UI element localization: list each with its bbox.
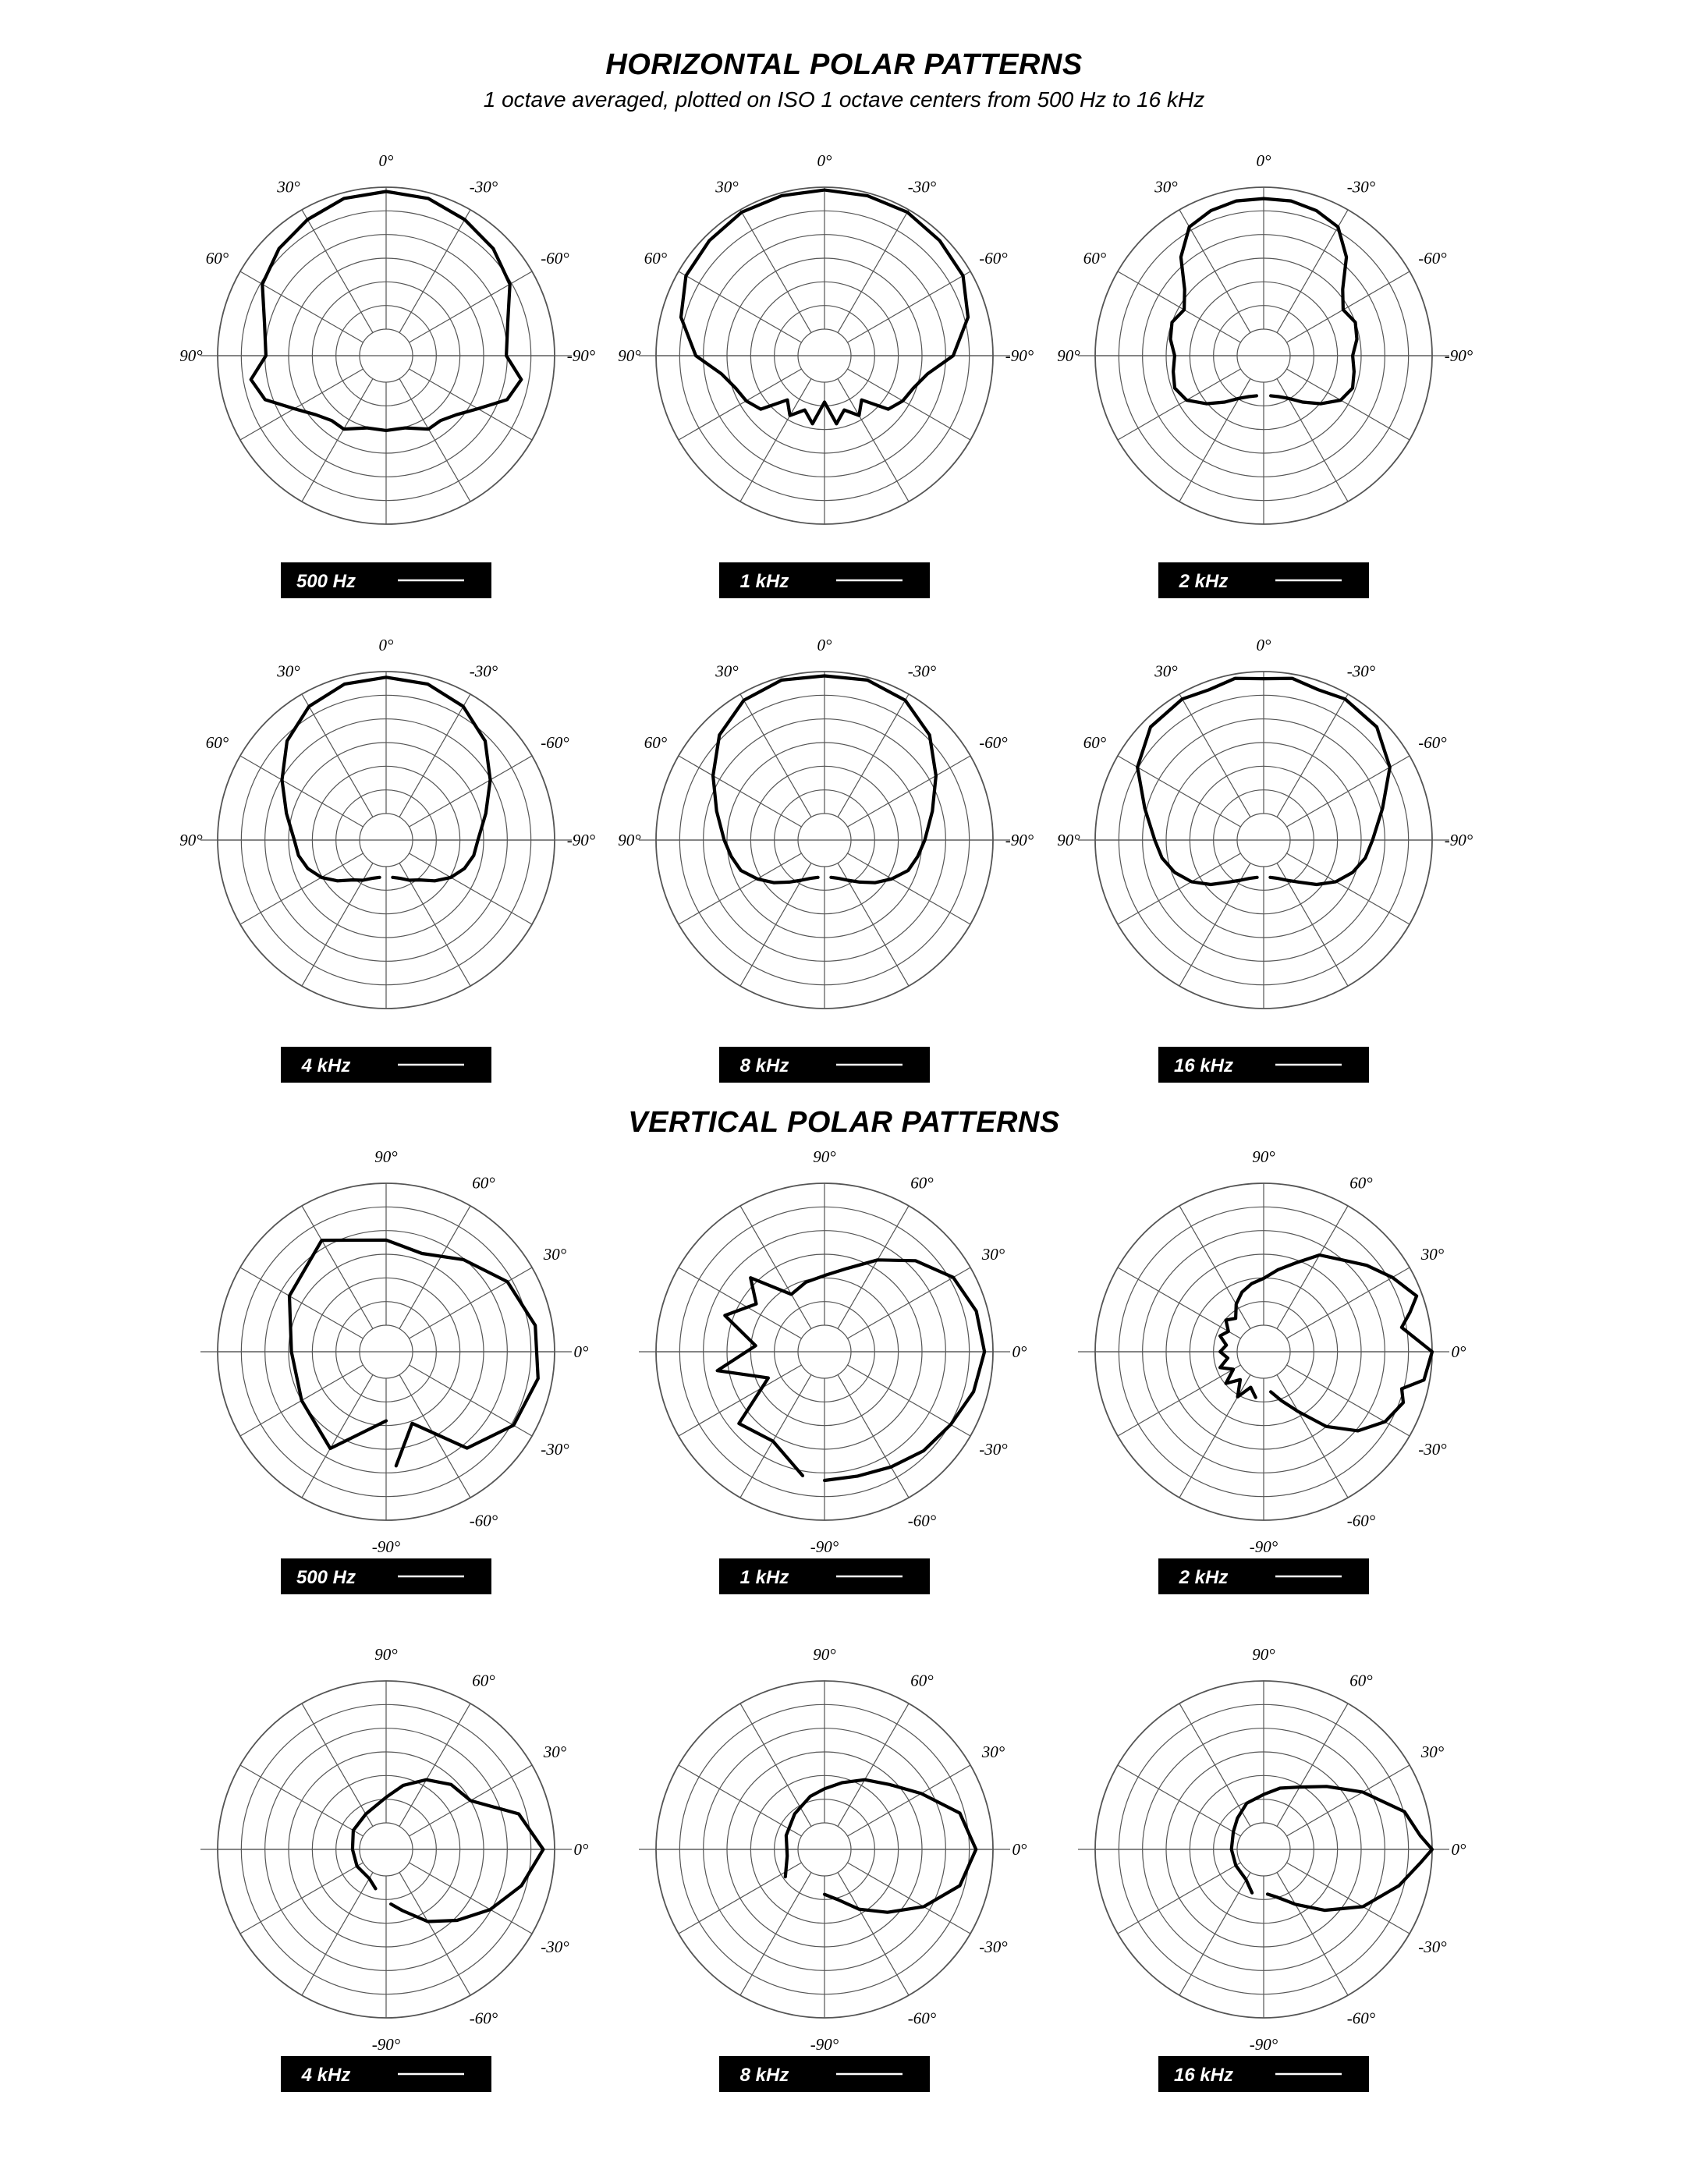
grid-spoke	[847, 1863, 970, 1934]
angle-tick-label: -60°	[1346, 1511, 1376, 1530]
grid-spoke	[679, 1765, 802, 1836]
angle-tick-label: -90°	[566, 831, 596, 849]
angle-tick-label: -30°	[1346, 177, 1376, 197]
grid-spoke	[740, 378, 811, 502]
grid-spoke	[409, 853, 532, 924]
grid-spoke	[409, 1268, 532, 1338]
angle-tick-label: 60°	[644, 249, 668, 268]
grid-spoke	[847, 853, 970, 924]
grid-spoke	[240, 853, 363, 924]
frequency-label: 16 kHz	[1173, 1055, 1234, 1076]
grid-spoke	[409, 271, 532, 342]
angle-tick-label: 0°	[378, 151, 394, 170]
grid-spoke	[302, 210, 373, 333]
polar-chart-vertical-8khz	[639, 1645, 1027, 2092]
polar-chart-vertical-4khz	[200, 1645, 589, 2092]
angle-tick-label: 60°	[1349, 1173, 1373, 1193]
angle-tick-label: 90°	[813, 1147, 836, 1166]
grid-spoke	[679, 756, 802, 827]
grid-spoke	[679, 271, 802, 342]
angle-tick-label: 60°	[910, 1671, 934, 1690]
angle-tick-label: -60°	[907, 2008, 937, 2028]
angle-tick-label: 30°	[981, 1245, 1005, 1264]
angle-tick-label: 60°	[205, 249, 229, 268]
grid-spoke	[838, 694, 909, 817]
grid-spoke	[838, 210, 909, 333]
angle-tick-label: 60°	[205, 733, 229, 752]
angle-tick-label: -90°	[371, 1537, 401, 1556]
angle-tick-label: 30°	[1420, 1743, 1445, 1761]
angle-tick-label: 60°	[1083, 733, 1107, 752]
angle-tick-label: 90°	[374, 1147, 398, 1166]
grid-spoke	[1286, 1863, 1410, 1934]
grid-spoke	[1179, 1872, 1250, 1995]
angle-tick-label: -60°	[907, 1511, 937, 1530]
grid-spoke	[679, 1863, 802, 1934]
grid-spoke	[679, 853, 802, 924]
angle-tick-label: -30°	[541, 1938, 569, 1956]
polar-chart-horizontal-2khz	[1057, 151, 1473, 598]
grid-spoke	[838, 1374, 909, 1498]
polar-chart-horizontal-1khz	[618, 151, 1034, 598]
frequency-label: 1 kHz	[739, 1567, 789, 1588]
polar-pattern-curve	[785, 1780, 976, 1913]
grid-spoke	[1286, 271, 1410, 342]
grid-spoke	[1118, 271, 1241, 342]
polar-chart-vertical-2khz	[1078, 1147, 1466, 1594]
grid-spoke	[1286, 369, 1410, 440]
angle-tick-label: 30°	[1154, 177, 1178, 197]
angle-tick-label: -60°	[979, 249, 1008, 268]
angle-tick-label: 90°	[813, 1645, 836, 1664]
grid-spoke	[1286, 853, 1410, 924]
horizontal-section-subtitle: 1 octave averaged, plotted on ISO 1 octave centers from 500 Hz to 16 kHz	[483, 87, 1205, 112]
angle-tick-label: 0°	[1012, 1342, 1027, 1361]
angle-tick-label: -90°	[566, 346, 596, 365]
angle-tick-label: 30°	[715, 177, 739, 197]
angle-tick-label: 0°	[1451, 1840, 1466, 1859]
grid-spoke	[240, 1765, 363, 1836]
angle-tick-label: -30°	[1418, 1938, 1447, 1956]
angle-tick-label: -90°	[1005, 346, 1034, 365]
grid-spoke	[399, 210, 470, 333]
grid-spoke	[740, 1206, 811, 1329]
angle-tick-label: 30°	[1420, 1245, 1445, 1264]
frequency-label: 500 Hz	[296, 571, 356, 592]
frequency-label: 4 kHz	[301, 2065, 351, 2086]
angle-tick-label: 60°	[472, 1173, 495, 1193]
angle-tick-label: -90°	[371, 2035, 401, 2054]
angle-tick-label: 30°	[277, 661, 300, 681]
polar-chart-horizontal-4khz	[179, 636, 595, 1083]
grid-spoke	[679, 369, 802, 440]
angle-tick-label: -90°	[1444, 346, 1473, 365]
polar-chart-horizontal-8khz	[618, 636, 1034, 1083]
angle-tick-label: 0°	[817, 151, 832, 170]
grid-spoke	[838, 378, 909, 502]
grid-spoke	[399, 1704, 470, 1827]
grid-spoke	[1179, 694, 1250, 817]
angle-tick-label: 90°	[1252, 1147, 1275, 1166]
grid-spoke	[240, 1268, 363, 1338]
frequency-label: 16 kHz	[1173, 2065, 1234, 2086]
angle-tick-label: 0°	[573, 1840, 589, 1859]
horizontal-section-title: HORIZONTAL POLAR PATTERNS	[605, 48, 1083, 81]
angle-tick-label: -30°	[1418, 1440, 1447, 1459]
angle-tick-label: -90°	[1249, 2035, 1278, 2054]
angle-tick-label: -30°	[469, 177, 498, 197]
grid-spoke	[302, 1872, 373, 1995]
grid-spoke	[1277, 1872, 1348, 1995]
angle-tick-label: 90°	[1252, 1645, 1275, 1664]
grid-spoke	[847, 756, 970, 827]
angle-tick-label: -90°	[810, 1537, 839, 1556]
grid-spoke	[1277, 1374, 1348, 1498]
angle-tick-label: 0°	[1012, 1840, 1027, 1859]
angle-tick-label: -60°	[469, 1511, 498, 1530]
angle-tick-label: 60°	[472, 1671, 495, 1690]
grid-spoke	[1118, 1268, 1241, 1338]
grid-spoke	[409, 756, 532, 827]
grid-spoke	[847, 369, 970, 440]
grid-spoke	[302, 1374, 373, 1498]
grid-spoke	[399, 694, 470, 817]
grid-spoke	[679, 1268, 802, 1338]
angle-tick-label: 90°	[618, 831, 641, 849]
angle-tick-label: -90°	[1249, 1537, 1278, 1556]
grid-spoke	[240, 756, 363, 827]
polar-chart-horizontal-500hz	[179, 151, 595, 598]
angle-tick-label: 90°	[618, 346, 641, 365]
angle-tick-label: -60°	[469, 2008, 498, 2028]
angle-tick-label: -30°	[469, 661, 498, 681]
angle-tick-label: 0°	[573, 1342, 589, 1361]
grid-spoke	[1277, 1704, 1348, 1827]
angle-tick-label: -30°	[907, 661, 937, 681]
polar-pattern-curve	[1220, 1255, 1432, 1431]
angle-tick-label: 90°	[179, 831, 203, 849]
vertical-section-title: VERTICAL POLAR PATTERNS	[628, 1106, 1060, 1139]
grid-spoke	[1118, 853, 1241, 924]
grid-spoke	[240, 1863, 363, 1934]
angle-tick-label: 60°	[644, 733, 668, 752]
grid-spoke	[838, 1872, 909, 1995]
grid-spoke	[1118, 1863, 1241, 1934]
grid-spoke	[740, 1872, 811, 1995]
grid-spoke	[1277, 694, 1348, 817]
angle-tick-label: 60°	[1083, 249, 1107, 268]
frequency-label: 8 kHz	[739, 2065, 789, 2086]
grid-spoke	[1179, 1704, 1250, 1827]
grid-spoke	[240, 271, 363, 342]
polar-pattern-curve	[353, 1780, 544, 1922]
grid-spoke	[302, 1206, 373, 1329]
grid-spoke	[399, 1872, 470, 1995]
polar-chart-vertical-1khz	[639, 1147, 1027, 1594]
angle-tick-label: -60°	[541, 733, 569, 752]
frequency-label: 8 kHz	[739, 1055, 789, 1076]
angle-tick-label: 0°	[1451, 1342, 1466, 1361]
grid-spoke	[302, 1704, 373, 1827]
angle-tick-label: 0°	[378, 636, 394, 654]
grid-spoke	[847, 271, 970, 342]
angle-tick-label: -30°	[907, 177, 937, 197]
grid-spoke	[740, 210, 811, 333]
angle-tick-label: 90°	[374, 1645, 398, 1664]
angle-tick-label: -60°	[541, 249, 569, 268]
angle-tick-label: 30°	[1154, 661, 1178, 681]
frequency-label: 1 kHz	[739, 571, 789, 592]
angle-tick-label: 30°	[543, 1743, 567, 1761]
angle-tick-label: -30°	[1346, 661, 1376, 681]
polar-chart-vertical-16khz	[1078, 1645, 1466, 2092]
grid-spoke	[399, 1206, 470, 1329]
angle-tick-label: 0°	[1256, 151, 1271, 170]
angle-tick-label: 30°	[277, 177, 300, 197]
angle-tick-label: 30°	[715, 661, 739, 681]
angle-tick-label: -90°	[1005, 831, 1034, 849]
polar-chart-vertical-500hz	[200, 1147, 589, 1594]
grid-spoke	[740, 1374, 811, 1498]
grid-spoke	[1118, 1765, 1241, 1836]
angle-tick-label: -30°	[979, 1938, 1008, 1956]
angle-tick-label: 90°	[1057, 346, 1080, 365]
angle-tick-label: 90°	[179, 346, 203, 365]
angle-tick-label: -90°	[810, 2035, 839, 2054]
grid-spoke	[302, 378, 373, 502]
angle-tick-label: 60°	[910, 1173, 934, 1193]
grid-spoke	[302, 694, 373, 817]
angle-tick-label: -90°	[1444, 831, 1473, 849]
angle-tick-label: 30°	[981, 1743, 1005, 1761]
angle-tick-label: -30°	[979, 1440, 1008, 1459]
polar-chart-horizontal-16khz	[1057, 636, 1473, 1083]
grid-spoke	[1118, 1365, 1241, 1436]
grid-spoke	[838, 1704, 909, 1827]
angle-tick-label: -30°	[541, 1440, 569, 1459]
grid-spoke	[1286, 1365, 1410, 1436]
grid-spoke	[399, 378, 470, 502]
grid-spoke	[1118, 369, 1241, 440]
frequency-label: 500 Hz	[296, 1567, 356, 1588]
angle-tick-label: 90°	[1057, 831, 1080, 849]
angle-tick-label: -60°	[979, 733, 1008, 752]
grid-spoke	[847, 1765, 970, 1836]
grid-spoke	[399, 1374, 470, 1498]
angle-tick-label: 60°	[1349, 1671, 1373, 1690]
frequency-label: 4 kHz	[301, 1055, 351, 1076]
angle-tick-label: 0°	[1256, 636, 1271, 654]
angle-tick-label: 0°	[817, 636, 832, 654]
angle-tick-label: -60°	[1346, 2008, 1376, 2028]
angle-tick-label: -60°	[1418, 249, 1447, 268]
angle-tick-label: -60°	[1418, 733, 1447, 752]
grid-spoke	[1286, 1765, 1410, 1836]
grid-spoke	[740, 694, 811, 817]
angle-tick-label: 30°	[543, 1245, 567, 1264]
grid-spoke	[1179, 1206, 1250, 1329]
frequency-label: 2 kHz	[1179, 571, 1229, 592]
frequency-label: 2 kHz	[1179, 1567, 1229, 1588]
